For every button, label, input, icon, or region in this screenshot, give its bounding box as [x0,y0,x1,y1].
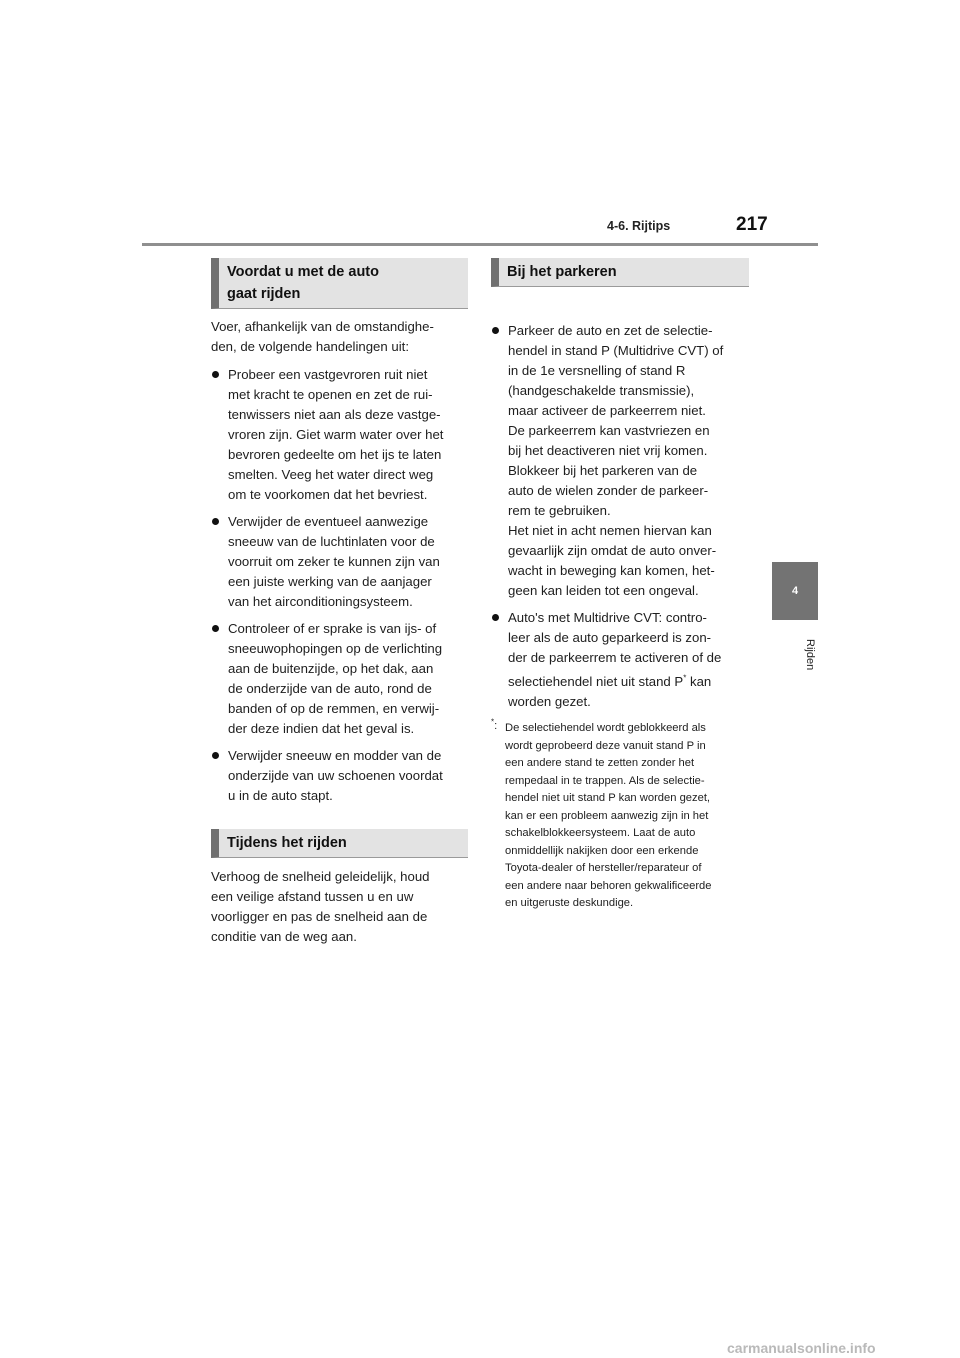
text-line: conditie van de weg aan. [211,929,357,944]
text-line: Parkeer de auto en zet de selectie- [508,323,713,338]
text-line: om te voorkomen dat het bevriest. [228,487,428,502]
left-column [211,258,468,947]
header-divider [142,243,818,246]
list-item [491,321,749,601]
text-line: hendel niet uit stand P kan worden gezet, [505,792,711,804]
text-line: rempedaal in te trappen. Als de selectie- [505,774,705,787]
text-line: Het niet in acht nemen hiervan kan [508,523,712,538]
heading-line: Bij het parkeren [507,264,617,280]
text-line: geen kan leiden tot een ongeval. [508,583,699,598]
footnote [491,717,749,913]
text-line: een andere naar behoren gekwalificeerde [505,879,712,892]
text-line: auto de wielen zonder de parkeer- [508,483,709,498]
list-item [211,746,468,806]
text-line: kan er een probleem aanwezig zijn in het [505,809,709,822]
section-label: 4-6. Rijtips [607,219,671,233]
right-column [491,258,749,913]
chapter-tab[interactable] [772,562,818,620]
chapter-number: 4 [791,585,799,597]
footnote-asterisk: * [491,717,495,727]
footnote-separator: : [494,720,498,732]
heading-line: gaat rijden [227,286,301,302]
text-line: en uitgeruste deskundige. [505,897,634,909]
watermark: carmanualsonline.info [727,1340,876,1356]
text-line: den, de volgende handelingen uit: [211,339,409,354]
text-line [508,672,711,692]
text-line: schakelblokkeersysteem. Laat de auto [505,827,696,839]
list-item [211,619,468,739]
text-line: tenwissers niet aan als deze vastge- [228,407,441,422]
text-line: sneeuw van de luchtinlaten voor de [228,534,435,549]
list-item [211,512,468,612]
text-line: met kracht te openen en zet de rui- [228,387,433,402]
text-line: De selectiehendel wordt geblokkeerd als [505,722,706,734]
section-heading-parking [491,258,749,287]
text-line: der deze indien dat het geval is. [228,721,415,736]
text-line: De parkeerrem kan vastvriezen en [508,423,710,438]
text-line: bevroren gedeelte om het ijs te laten [228,447,442,462]
bullet-icon [212,752,219,759]
text-line: Controleer of er sprake is van ijs- of [228,621,437,636]
heading-line: Tijdens het rijden [227,835,347,851]
list-item [211,365,468,505]
text-line: de onderzijde van de auto, rond de [228,681,432,696]
section-heading-before-driving [211,258,468,309]
footnote-reference[interactable]: * [683,673,687,683]
text-line: der de parkeerrem te activeren of de [508,650,722,665]
text-line: sneeuwophopingen op de verlichting [228,641,443,656]
text-line: smelten. Veeg het water direct weg [228,467,434,482]
text-line: onderzijde van uw schoenen voordat [228,768,443,783]
bullet-icon [212,371,219,378]
text-line: u in de auto stapt. [228,788,333,803]
text-line: wordt geprobeerd deze vanuit stand P in [505,739,706,752]
chapter-label: Rijden [804,639,816,671]
text-line: Auto's met Multidrive CVT: contro- [508,610,707,625]
text-line: in de 1e versnelling of stand R [508,363,686,378]
text-line: Probeer een vastgevroren ruit niet [228,367,428,382]
list-item [491,608,749,712]
heading-line: Voordat u met de auto [227,264,379,280]
text-line: Blokkeer bij het parkeren van de [508,463,698,478]
text-line: wacht in beweging kan komen, het- [508,563,715,578]
page-number: 217 [736,214,768,235]
text-line: een juiste werking van de aanjager [228,574,432,589]
while-driving-paragraph [211,867,468,947]
text-line: rem te gebruiken. [508,503,611,518]
text-line: onmiddellijk nakijken door een erkende [505,844,699,857]
text-line: van het airconditioningsysteem. [228,594,413,609]
text-line: voorruit om zeker te kunnen zijn van [228,554,440,569]
text-line: Verwijder de eventueel aanwezige [228,514,429,529]
footnote-mark [491,718,497,736]
text-line: Voer, afhankelijk van de omstandighe- [211,319,434,334]
bullet-icon [212,518,219,525]
text-fragment: kan [686,674,712,689]
text-line: leer als de auto geparkeerd is zon- [508,630,712,645]
before-driving-list [211,365,468,806]
text-line: hendel in stand P (Multidrive CVT) of [508,343,724,358]
text-line: Toyota-dealer of hersteller/reparateur of [505,862,702,874]
text-line: aan de buitenzijde, op het dak, aan [228,661,434,676]
text-line: bij het deactiveren niet vrij komen. [508,443,708,458]
text-line: gevaarlijk zijn omdat de auto onver- [508,543,717,558]
bullet-icon [212,625,219,632]
text-fragment: selectiehendel niet uit stand P [508,674,684,689]
text-line: worden gezet. [508,694,591,709]
text-line: voorligger en pas de snelheid aan de [211,909,428,924]
bullet-icon [492,327,499,334]
text-line: een andere stand te zetten zonder het [505,757,695,769]
text-line: vroren zijn. Giet warm water over het [228,427,444,442]
parking-list [491,321,749,712]
text-line: (handgeschakelde transmissie), [508,383,695,398]
text-line: maar activeer de parkeerrem niet. [508,403,706,418]
intro-paragraph [211,317,468,357]
text-line: Verwijder sneeuw en modder van de [228,748,442,763]
text-line: banden of op de remmen, en verwij- [228,701,440,716]
bullet-icon [492,614,499,621]
text-line: een veilige afstand tussen u en uw [211,889,414,904]
section-heading-while-driving [211,829,468,858]
text-line: Verhoog de snelheid geleidelijk, houd [211,869,430,884]
